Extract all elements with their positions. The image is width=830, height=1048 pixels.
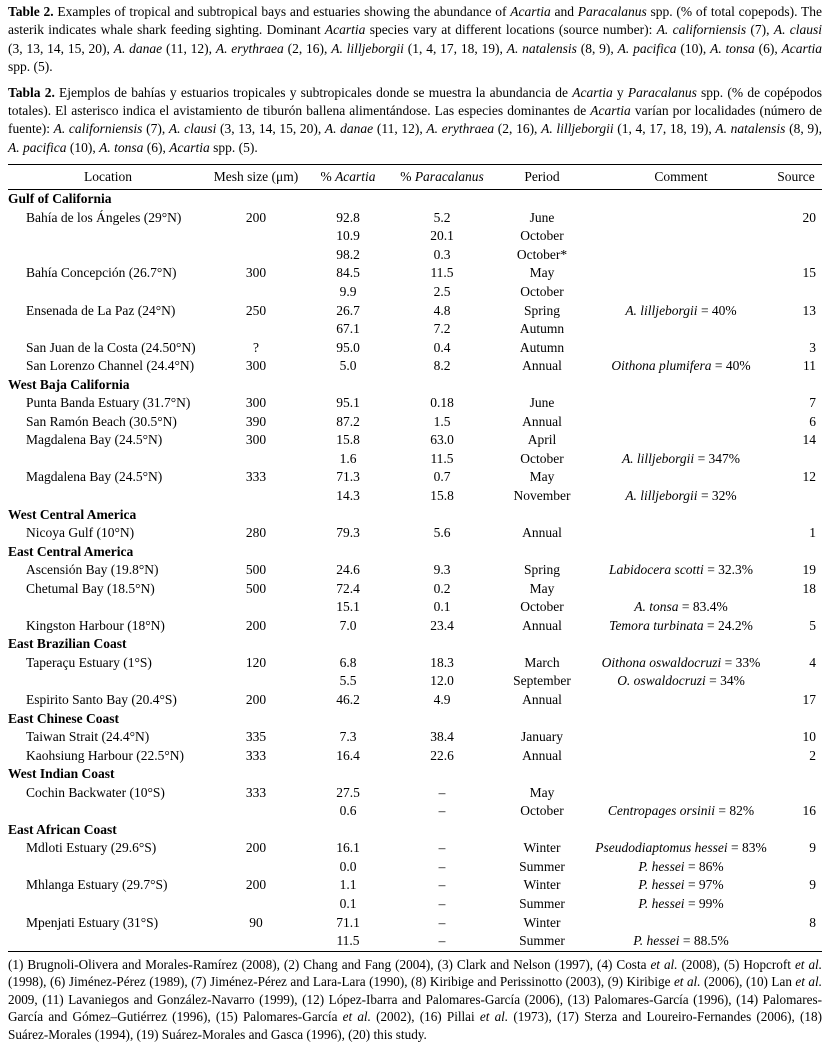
cell-paracalanus-pct: 0.3 [433,246,451,262]
cell-mesh-size [208,487,304,506]
cell-acartia-pct: 72.4 [336,580,360,596]
table-row [8,747,822,766]
cell-acartia-pct: 7.0 [339,617,357,633]
cell-paracalanus-pct: – [438,803,446,819]
cell-period: May [529,784,555,800]
cell-comment: P. hessei = 97% [638,877,724,893]
cell-source: 14 [802,432,816,448]
cell-source: 1 [809,525,816,541]
cell-paracalanus-pct: 38.4 [430,729,454,745]
cell-mesh-size: 200 [245,209,267,225]
cell-paracalanus-pct: 9.3 [433,562,451,578]
cell-mesh-size: 200 [245,877,267,893]
cell-acartia-pct: 71.1 [336,914,360,930]
cell-comment: Oithona plumifera = 40% [611,358,751,374]
cell-paracalanus-pct: – [438,896,446,912]
cell-acartia-pct: 71.3 [336,469,360,485]
source-footnotes: (1) Brugnoli-Olivera and Morales-Ramírez (2008), (2) Chang and Fang (2004), (3) Clark and Nelson (1997), (4) Costa et al. (2008), (5) Hopcroft et al. (1998), (6) Jiménez-Pérez (1989), (7) Jiménez-Pérez and Lara-Lara (1990), (8) Kiribige and Perissinotto (2003), (9) Kiribige et al. (2006), (10) Lan et al. 2009, (11) Lavaniegos and González-Navarro (1999), (12) López-Ibarra and Palomares-García (2006), (13) Palomares-García (1996), (14) Palomares-García and Gómez–Gutiérrez (1996), (15) Palomares-García et al. (2002), (16) Pillai et al. (1973), (17) Sterza and Loureiro-Fernandes (2006), (18) Suárez-Morales (1994), (19) Suárez-Morales and Gasca (1996), (20) this study. [8,956,823,1043]
section-row [8,765,822,784]
cell-location: Mpenjati Estuary (31°S) [26,914,159,930]
section-label: West Central America [8,506,137,522]
cell-paracalanus-pct: 0.1 [433,599,451,615]
section-label: East African Coast [8,821,117,837]
section-row [8,543,822,562]
cell-paracalanus-pct: 23.4 [430,617,454,633]
table-row [8,339,822,358]
cell-source [770,784,822,803]
column-header-period: Period [492,165,592,190]
cell-comment: P. hessei = 86% [638,858,724,874]
cell-source [770,598,822,617]
cell-mesh-size: ? [253,339,259,355]
table-row [8,209,822,228]
cell-period: Annual [522,525,562,541]
cell-mesh-size: 300 [245,265,267,281]
cell-comment: A. lilljeborgii = 40% [625,302,737,318]
cell-period: Annual [522,617,562,633]
cell-period: Annual [522,692,562,708]
cell-mesh-size [208,858,304,877]
cell-location: Espirito Santo Bay (20.4°S) [26,692,177,708]
cell-comment [592,431,770,450]
cell-location: Mhlanga Estuary (29.7°S) [26,877,168,893]
cell-location [8,450,208,469]
cell-source: 17 [802,692,816,708]
cell-paracalanus-pct: 5.6 [433,525,451,541]
cell-period: October [520,803,564,819]
cell-source: 15 [802,265,816,281]
cell-acartia-pct: 1.6 [339,450,357,466]
cell-mesh-size: 90 [249,914,263,930]
cell-source: 9 [809,840,816,856]
cell-mesh-size [208,450,304,469]
table-row [8,561,822,580]
cell-source [770,858,822,877]
table-row [8,784,822,803]
cell-acartia-pct: 14.3 [336,488,360,503]
cell-period: October [520,599,564,615]
cell-comment [592,691,770,710]
cell-location [8,672,208,691]
cell-location [8,227,208,246]
table-row [8,876,822,895]
cell-source: 5 [809,617,816,633]
cell-mesh-size: 333 [245,747,267,763]
cell-mesh-size [208,227,304,246]
cell-location [8,320,208,339]
section-row [8,376,822,395]
cell-acartia-pct: 16.1 [336,840,360,856]
cell-acartia-pct: 95.1 [336,395,360,411]
section-label: East Brazilian Coast [8,636,127,652]
cell-paracalanus-pct: – [438,877,446,893]
cell-paracalanus-pct: – [438,933,446,949]
table-row [8,394,822,413]
cell-paracalanus-pct: 4.9 [433,692,451,708]
table-row [8,283,822,302]
cell-mesh-size: 280 [245,525,267,541]
table-row [8,246,822,265]
cell-source: 8 [809,914,816,930]
table-row [8,357,822,376]
cell-acartia-pct: 27.5 [336,784,360,800]
cell-acartia-pct: 6.8 [339,654,357,670]
section-label: West Indian Coast [8,766,115,782]
cell-period: October [520,228,564,244]
cell-location [8,858,208,877]
cell-comment [592,468,770,487]
section-label: East Chinese Coast [8,710,120,726]
cell-period: Summer [519,933,565,949]
cell-period: Spring [523,302,560,318]
cell-acartia-pct: 15.8 [336,432,360,448]
cell-source [770,932,822,951]
cell-source: 18 [802,580,816,596]
table-row [8,302,822,321]
cell-period: October [520,283,564,299]
cell-location [8,802,208,821]
cell-paracalanus-pct: – [438,840,446,856]
abundance-table [8,164,822,951]
cell-paracalanus-pct: – [438,858,446,874]
cell-comment: Oithona oswaldocruzi = 33% [601,654,761,670]
cell-acartia-pct: 67.1 [336,321,360,337]
cell-mesh-size [208,246,304,265]
cell-comment [592,524,770,543]
table-row [8,524,822,543]
cell-comment [592,320,770,339]
cell-comment: P. hessei = 99% [638,896,724,912]
cell-source: 13 [802,302,816,318]
table-row [8,431,822,450]
cell-source: 9 [809,877,816,893]
table-body [8,190,822,951]
cell-location: Taperaçu Estuary (1°S) [26,654,152,670]
cell-comment: P. hessei = 88.5% [633,933,729,949]
cell-mesh-size: 250 [245,302,267,318]
cell-mesh-size [208,802,304,821]
table-row [8,320,822,339]
table-row [8,672,822,691]
cell-paracalanus-pct: 0.18 [430,395,454,411]
section-row [8,190,822,209]
cell-period: Autumn [519,339,565,355]
cell-comment [592,914,770,933]
cell-comment: Pseudodiaptomus hessei = 83% [595,840,767,856]
cell-comment [592,784,770,803]
cell-comment [592,580,770,599]
cell-source: 2 [809,747,816,763]
cell-source [770,487,822,506]
cell-source [770,320,822,339]
cell-paracalanus-pct: 15.8 [430,488,454,503]
cell-comment [592,413,770,432]
cell-period: April [527,432,557,448]
cell-mesh-size: 333 [245,469,267,485]
cell-source: 3 [809,339,816,355]
cell-comment: O. oswaldocruzi = 34% [617,673,745,689]
section-label: Gulf of California [8,191,112,207]
cell-location: Mdloti Estuary (29.6°S) [26,840,157,856]
cell-period: March [524,654,560,670]
cell-location: Bahía Concepción (26.7°N) [26,265,177,281]
cell-paracalanus-pct: 20.1 [430,228,454,244]
cell-mesh-size [208,283,304,302]
table-row [8,728,822,747]
cell-comment [592,264,770,283]
cell-location: Taiwan Strait (24.4°N) [26,729,150,745]
cell-source [770,895,822,914]
cell-location: San Lorenzo Channel (24.4°N) [26,358,195,374]
cell-comment [592,246,770,265]
cell-period: Winter [523,914,561,930]
table-row [8,450,822,469]
cell-location: Chetumal Bay (18.5°N) [26,580,155,596]
cell-acartia-pct: 46.2 [336,692,360,708]
cell-location: Kingston Harbour (18°N) [26,617,165,633]
cell-period: January [521,729,563,745]
cell-acartia-pct: 9.9 [339,283,357,299]
cell-source: 20 [802,209,816,225]
cell-paracalanus-pct: 1.5 [433,413,451,429]
cell-acartia-pct: 26.7 [336,302,360,318]
cell-acartia-pct: 11.5 [336,933,360,949]
cell-source [770,672,822,691]
cell-comment [592,209,770,228]
cell-acartia-pct: 0.6 [339,803,357,819]
cell-comment [592,283,770,302]
cell-mesh-size [208,895,304,914]
cell-source: 16 [802,803,816,819]
cell-acartia-pct: 16.4 [336,747,360,763]
cell-acartia-pct: 84.5 [336,265,360,281]
cell-source: 6 [809,413,816,429]
table-row [8,487,822,506]
cell-location: Nicoya Gulf (10°N) [26,525,135,541]
cell-period: November [513,488,571,503]
cell-period: Annual [522,358,562,374]
cell-paracalanus-pct: 0.4 [433,339,451,355]
cell-paracalanus-pct: 11.5 [430,450,454,466]
cell-acartia-pct: 0.1 [339,896,357,912]
cell-mesh-size: 500 [245,562,267,578]
table-row [8,264,822,283]
cell-location: San Juan de la Costa (24.50°N) [26,339,196,355]
cell-source [770,450,822,469]
cell-paracalanus-pct: 22.6 [430,747,454,763]
cell-paracalanus-pct: 0.2 [433,580,451,596]
cell-mesh-size [208,320,304,339]
cell-period: Autumn [519,321,565,337]
cell-paracalanus-pct: 4.8 [433,302,451,318]
cell-mesh-size [208,672,304,691]
table-row [8,654,822,673]
cell-location [8,283,208,302]
cell-comment [592,227,770,246]
table-row [8,802,822,821]
section-row [8,710,822,729]
cell-period: May [529,580,555,596]
cell-source [770,283,822,302]
section-label: West Baja California [8,376,130,392]
cell-mesh-size [208,932,304,951]
cell-acartia-pct: 95.0 [336,339,360,355]
cell-location [8,598,208,617]
cell-acartia-pct: 98.2 [336,246,360,262]
cell-period: Summer [519,858,565,874]
cell-comment: A. tonsa = 83.4% [634,599,728,615]
cell-acartia-pct: 87.2 [336,413,360,429]
cell-source: 19 [802,562,816,578]
cell-comment: Labidocera scotti = 32.3% [608,562,754,578]
cell-paracalanus-pct: – [438,914,446,930]
table-row [8,839,822,858]
cell-paracalanus-pct: 18.3 [430,654,454,670]
table-row [8,617,822,636]
cell-period: June [529,209,555,225]
cell-mesh-size: 200 [245,692,267,708]
column-header-comment: Comment [592,165,770,190]
cell-mesh-size: 500 [245,580,267,596]
cell-period: June [529,395,555,411]
cell-paracalanus-pct: 5.2 [433,209,451,225]
cell-location [8,932,208,951]
cell-period: May [529,265,555,281]
section-row [8,821,822,840]
cell-location: San Ramón Beach (30.5°N) [26,413,177,429]
cell-paracalanus-pct: 8.2 [433,358,451,374]
cell-mesh-size [208,598,304,617]
cell-acartia-pct: 7.3 [339,729,357,745]
cell-period: Annual [522,413,562,429]
cell-period: Summer [519,896,565,912]
cell-period: October [520,450,564,466]
table-row [8,468,822,487]
cell-period: October* [516,246,568,262]
cell-location: Kaohsiung Harbour (22.5°N) [26,747,184,763]
table-row [8,895,822,914]
cell-source: 11 [803,358,816,374]
cell-comment: A. lilljeborgii = 32% [625,488,737,503]
cell-mesh-size: 200 [245,840,267,856]
cell-comment: A. lilljeborgii = 347% [621,450,741,466]
cell-period: Winter [523,877,561,893]
cell-acartia-pct: 15.1 [336,599,360,615]
table-row [8,580,822,599]
cell-comment [592,747,770,766]
cell-location: Ensenada de La Paz (24°N) [26,302,176,318]
cell-comment: Temora turbinata = 24.2% [609,617,753,633]
table-row [8,227,822,246]
cell-mesh-size: 300 [245,395,267,411]
cell-paracalanus-pct: 0.7 [433,469,451,485]
cell-source: 12 [802,469,816,485]
cell-acartia-pct: 0.0 [339,858,357,874]
cell-paracalanus-pct: 2.5 [433,283,451,299]
cell-paracalanus-pct: 63.0 [430,432,454,448]
cell-source: 10 [802,729,816,745]
header-row [8,165,822,190]
cell-paracalanus-pct: 11.5 [430,265,454,281]
cell-mesh-size: 300 [245,358,267,374]
table-header-row [8,165,822,190]
cell-location: Magdalena Bay (24.5°N) [26,469,163,485]
table-caption-spanish: Tabla 2. Ejemplos de bahías y estuarios tropicales y subtropicales donde se muestra la abundancia de Acartia y Paracalanus spp. (% de copépodos totales). El asterisco indica el avistamiento de tiburón ballena alimentándose. Las especies dominantes de Acartia varían por localidades (número de fuente): A. californiensis (7), A. clausi (3, 13, 14, 15, 20), A. danae (11, 12), A. erythraea (2, 16), A. lilljeborgii (1, 4, 17, 18, 19), A. natalensis (8, 9), A. pacifica (10), A. tonsa (6), Acartia spp. (5). [8,84,823,155]
cell-mesh-size: 300 [245,432,267,448]
cell-location [8,246,208,265]
cell-mesh-size: 335 [245,729,267,745]
cell-comment [592,339,770,358]
cell-paracalanus-pct: 12.0 [430,673,454,689]
cell-paracalanus-pct: 7.2 [433,321,451,337]
cell-mesh-size: 390 [245,413,267,429]
cell-mesh-size: 120 [245,654,267,670]
cell-period: September [513,673,571,689]
cell-comment [592,728,770,747]
section-row [8,635,822,654]
cell-period: Annual [522,747,562,763]
cell-acartia-pct: 1.1 [339,877,357,893]
cell-comment [592,394,770,413]
cell-period: May [529,469,555,485]
cell-acartia-pct: 5.0 [339,358,357,374]
table-row [8,691,822,710]
cell-acartia-pct: 10.9 [336,228,360,244]
column-header-paracalanus-pct: % Paracalanus [392,165,492,190]
table-row [8,914,822,933]
cell-location [8,895,208,914]
table-caption-english: Table 2. Examples of tropical and subtropical bays and estuaries showing the abundance of Acartia and Paracalanus spp. (% of total copepods). The asterik indicates whale shark feeding sighting. Dominant Acartia species vary at different locations (source number): A. californiensis (7), A. clausi (3, 13, 14, 15, 20), A. danae (11, 12), A. erythraea (2, 16), A. lilljeborgii (1, 4, 17, 18, 19), A. natalensis (8, 9), A. pacifica (10), A. tonsa (6), Acartia spp. (5). [8,4,823,75]
cell-source [770,246,822,265]
table-row [8,413,822,432]
column-header-location: Location [8,165,208,190]
cell-paracalanus-pct: – [438,784,446,800]
column-header-mesh-size: Mesh size (μm) [208,165,304,190]
cell-period: Spring [523,562,560,578]
cell-source: 7 [809,395,816,411]
cell-comment: Centropages orsinii = 82% [607,803,755,819]
cell-location: Ascensión Bay (19.8°N) [26,562,159,578]
cell-location: Cochin Backwater (10°S) [26,784,165,800]
column-header-source: Source [770,165,822,190]
section-label: East Central America [8,543,134,559]
cell-acartia-pct: 24.6 [336,562,360,578]
cell-mesh-size: 333 [245,784,267,800]
section-row [8,506,822,525]
cell-acartia-pct: 92.8 [336,209,360,225]
cell-location [8,487,208,506]
cell-mesh-size: 200 [245,617,267,633]
cell-acartia-pct: 79.3 [336,525,360,541]
cell-source [770,227,822,246]
cell-acartia-pct: 5.5 [339,673,357,689]
cell-location: Bahía de los Ángeles (29°N) [26,209,182,225]
table-row [8,858,822,877]
cell-source: 4 [809,654,816,670]
table-row [8,598,822,617]
cell-period: Winter [523,840,561,856]
table-row [8,932,822,951]
cell-location: Punta Banda Estuary (31.7°N) [26,395,191,411]
cell-location: Magdalena Bay (24.5°N) [26,432,163,448]
column-header-acartia-pct: % Acartia [304,165,392,190]
